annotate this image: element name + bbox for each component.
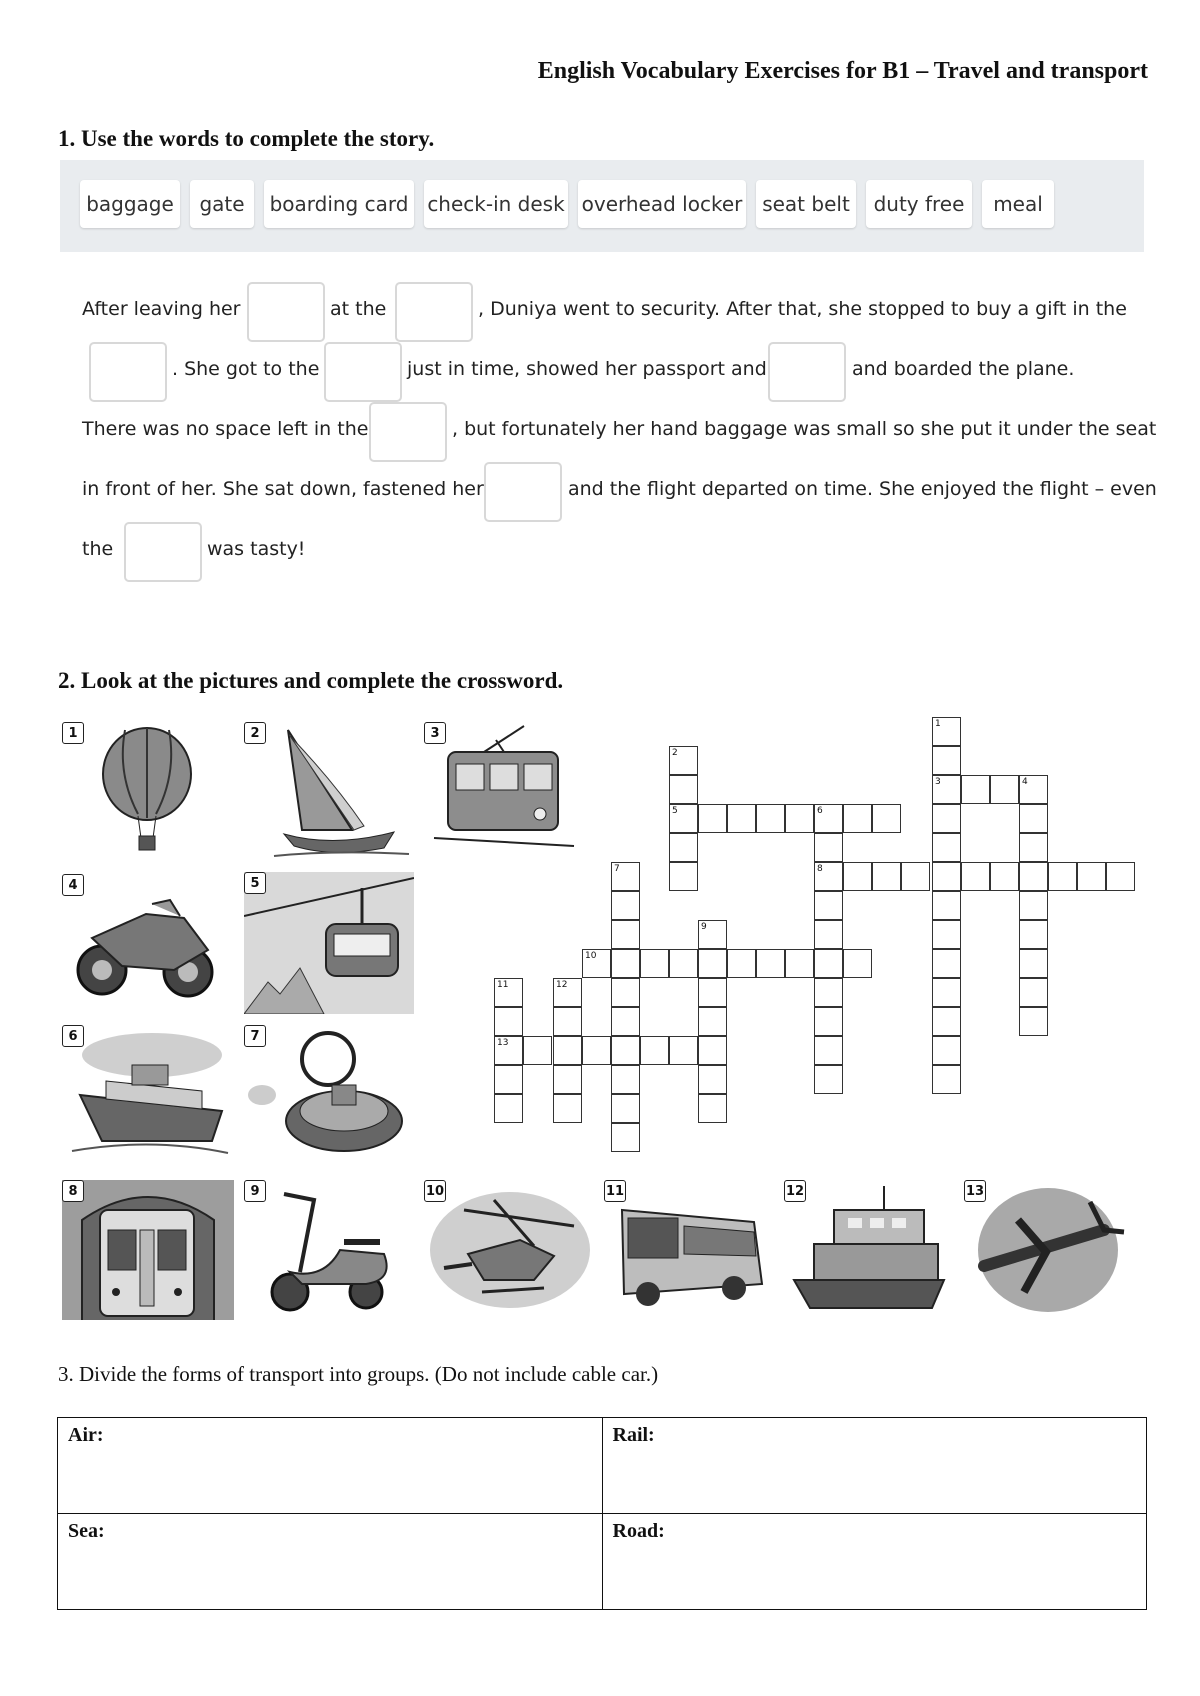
story-text-segment: , Duniya went to security. After that, she stopped to buy a gift in the xyxy=(478,298,1127,320)
clue-number: 13 xyxy=(497,1038,509,1048)
crossword-cell[interactable] xyxy=(582,1036,611,1065)
crossword-cell[interactable] xyxy=(756,804,785,833)
crossword-cell[interactable] xyxy=(727,949,756,978)
crossword-cell[interactable] xyxy=(611,1123,640,1152)
crossword-cell[interactable] xyxy=(553,1036,582,1065)
underground-train-icon xyxy=(62,1180,234,1320)
crossword-cell[interactable] xyxy=(814,920,843,949)
clue-number: 11 xyxy=(497,980,509,990)
crossword-cell[interactable] xyxy=(1019,1007,1048,1036)
crossword-cell[interactable] xyxy=(1019,978,1048,1007)
answer-blank[interactable] xyxy=(395,282,473,342)
group-label: Rail: xyxy=(612,1424,655,1446)
crossword-cell[interactable] xyxy=(698,1036,727,1065)
crossword-cell[interactable] xyxy=(698,1065,727,1094)
picture-11 xyxy=(604,1180,774,1320)
picture-number: 7 xyxy=(244,1025,266,1047)
word-chip[interactable]: meal xyxy=(982,180,1054,228)
picture-6 xyxy=(62,1025,232,1161)
crossword-cell[interactable] xyxy=(932,1065,961,1094)
story-text-segment: and boarded the plane. xyxy=(852,358,1075,380)
clue-number: 4 xyxy=(1022,777,1028,787)
crossword-cell[interactable] xyxy=(611,862,640,891)
picture-4 xyxy=(62,874,222,1014)
picture-3 xyxy=(424,722,584,852)
crossword-cell[interactable] xyxy=(1048,862,1077,891)
crossword-cell[interactable] xyxy=(523,1036,552,1065)
clue-number: 1 xyxy=(935,719,941,729)
answer-blank[interactable] xyxy=(369,402,447,462)
motorbike-icon xyxy=(62,874,222,1014)
section-3-heading: 3. Divide the forms of transport into groups. (Do not include cable car.) xyxy=(58,1362,659,1386)
hot-air-balloon-icon xyxy=(62,722,222,862)
story-text-segment: the xyxy=(82,538,114,560)
crossword-cell[interactable] xyxy=(640,949,669,978)
clue-number: 8 xyxy=(817,864,823,874)
picture-number: 3 xyxy=(424,722,446,744)
crossword-cell[interactable] xyxy=(611,1094,640,1123)
word-chip[interactable]: duty free xyxy=(866,180,972,228)
story-text-segment: at the xyxy=(330,298,387,320)
picture-12 xyxy=(784,1180,954,1320)
crossword-cell[interactable] xyxy=(814,1036,843,1065)
crossword-cell[interactable] xyxy=(843,862,872,891)
crossword-cell[interactable] xyxy=(494,1065,523,1094)
word-chip[interactable]: check-in desk xyxy=(424,180,568,228)
crossword-cell[interactable] xyxy=(494,1007,523,1036)
crossword-cell[interactable] xyxy=(553,1065,582,1094)
picture-number: 13 xyxy=(964,1180,986,1202)
crossword-cell[interactable] xyxy=(669,1036,698,1065)
crossword-cell[interactable] xyxy=(698,1094,727,1123)
crossword-cell[interactable] xyxy=(990,775,1019,804)
crossword-cell[interactable] xyxy=(494,1036,523,1065)
crossword-cell[interactable] xyxy=(932,978,961,1007)
crossword-cell[interactable] xyxy=(494,978,523,1007)
ship-icon xyxy=(62,1025,232,1161)
word-chip[interactable]: baggage xyxy=(80,180,180,228)
picture-number: 9 xyxy=(244,1180,266,1202)
story-text-segment: After leaving her xyxy=(82,298,241,320)
crossword-cell[interactable] xyxy=(494,1094,523,1123)
group-air-cell[interactable] xyxy=(58,1418,603,1514)
clue-number: 9 xyxy=(701,922,707,932)
picture-number: 12 xyxy=(784,1180,806,1202)
crossword-cell[interactable] xyxy=(611,920,640,949)
crossword-cell[interactable] xyxy=(611,978,640,1007)
picture-number: 6 xyxy=(62,1025,84,1047)
group-rail-cell[interactable] xyxy=(602,1418,1147,1514)
crossword-cell[interactable] xyxy=(1077,862,1106,891)
crossword-cell[interactable] xyxy=(932,920,961,949)
crossword-cell[interactable] xyxy=(814,1065,843,1094)
crossword-cell[interactable] xyxy=(1019,833,1048,862)
picture-number: 2 xyxy=(244,722,266,744)
crossword-cell[interactable] xyxy=(932,833,961,862)
crossword-cell[interactable] xyxy=(640,1036,669,1065)
story-text-segment: , but fortunately her hand baggage was small so she put it under the seat xyxy=(452,418,1157,440)
crossword-cell[interactable] xyxy=(1019,920,1048,949)
group-sea-cell[interactable] xyxy=(58,1514,603,1610)
crossword-cell[interactable] xyxy=(611,1007,640,1036)
crossword-cell[interactable] xyxy=(669,949,698,978)
crossword-cell[interactable] xyxy=(814,1007,843,1036)
answer-blank[interactable] xyxy=(89,342,167,402)
crossword-cell[interactable] xyxy=(698,949,727,978)
crossword-cell[interactable] xyxy=(961,862,990,891)
clue-number: 2 xyxy=(672,748,678,758)
crossword-cell[interactable] xyxy=(553,978,582,1007)
clue-number: 6 xyxy=(817,806,823,816)
crossword-cell[interactable] xyxy=(756,949,785,978)
word-chip[interactable]: seat belt xyxy=(756,180,856,228)
transport-groups-table xyxy=(57,1417,1147,1610)
crossword-cell[interactable] xyxy=(932,804,961,833)
crossword-cell[interactable] xyxy=(814,978,843,1007)
tram-icon xyxy=(424,722,584,852)
crossword-cell[interactable] xyxy=(785,949,814,978)
story-text-segment: . She got to the xyxy=(172,358,320,380)
crossword-cell[interactable] xyxy=(698,804,727,833)
picture-number: 8 xyxy=(62,1180,84,1202)
picture-2 xyxy=(244,722,414,864)
clue-number: 7 xyxy=(614,864,620,874)
sailing-boat-icon xyxy=(244,722,414,864)
crossword-cell[interactable] xyxy=(932,717,961,746)
picture-10 xyxy=(424,1180,596,1320)
crossword-cell[interactable] xyxy=(932,891,961,920)
plane-icon xyxy=(964,1180,1134,1320)
section-2-heading: 2. Look at the pictures and complete the crossword. xyxy=(58,668,564,693)
crossword-cell[interactable] xyxy=(611,891,640,920)
picture-5 xyxy=(244,872,414,1014)
crossword-cell[interactable] xyxy=(669,804,698,833)
crossword-cell[interactable] xyxy=(814,949,843,978)
clue-number: 10 xyxy=(585,951,597,961)
answer-blank[interactable] xyxy=(324,342,402,402)
page-title: English Vocabulary Exercises for B1 – Travel and transport xyxy=(537,58,1148,84)
crossword-cell[interactable] xyxy=(1019,949,1048,978)
crossword-cell[interactable] xyxy=(1019,891,1048,920)
answer-blank[interactable] xyxy=(768,342,846,402)
group-label: Air: xyxy=(68,1424,104,1446)
clue-number: 5 xyxy=(672,806,678,816)
story-text-segment: was tasty! xyxy=(207,538,306,560)
crossword-cell[interactable] xyxy=(990,862,1019,891)
answer-blank[interactable] xyxy=(124,522,202,582)
crossword-cell[interactable] xyxy=(843,949,872,978)
crossword-cell[interactable] xyxy=(611,1036,640,1065)
scooter-icon xyxy=(244,1180,404,1320)
crossword-cell[interactable] xyxy=(814,891,843,920)
crossword-cell[interactable] xyxy=(932,775,961,804)
cable-car-icon xyxy=(244,872,414,1014)
crossword-cell[interactable] xyxy=(669,775,698,804)
picture-9 xyxy=(244,1180,404,1320)
crossword-cell[interactable] xyxy=(872,804,901,833)
picture-number: 10 xyxy=(424,1180,446,1202)
story-text-segment: and the flight departed on time. She enjoyed the flight – even xyxy=(568,478,1157,500)
picture-7 xyxy=(244,1025,404,1161)
picture-number: 5 xyxy=(244,872,266,894)
answer-blank[interactable] xyxy=(247,282,325,342)
group-road-cell[interactable] xyxy=(602,1514,1147,1610)
ferry-icon xyxy=(784,1180,954,1320)
crossword-cell[interactable] xyxy=(669,746,698,775)
crossword-cell[interactable] xyxy=(611,1065,640,1094)
crossword-cell[interactable] xyxy=(669,862,698,891)
crossword-cell[interactable] xyxy=(932,1036,961,1065)
crossword-cell[interactable] xyxy=(814,833,843,862)
crossword-cell[interactable] xyxy=(814,862,843,891)
picture-number: 4 xyxy=(62,874,84,896)
hovercraft-icon xyxy=(244,1025,404,1161)
crossword-cell[interactable] xyxy=(553,1094,582,1123)
clue-number: 3 xyxy=(935,777,941,787)
picture-number: 1 xyxy=(62,722,84,744)
picture-1 xyxy=(62,722,222,862)
crossword-cell[interactable] xyxy=(785,804,814,833)
crossword-cell[interactable] xyxy=(553,1007,582,1036)
crossword-cell[interactable] xyxy=(611,949,640,978)
crossword-cell[interactable] xyxy=(727,804,756,833)
word-chip[interactable]: overhead locker xyxy=(578,180,746,228)
group-label: Sea: xyxy=(68,1520,105,1542)
crossword-cell[interactable] xyxy=(1106,862,1135,891)
crossword-cell[interactable] xyxy=(932,1007,961,1036)
story-text-segment: just in time, showed her passport and xyxy=(407,358,767,380)
crossword-cell[interactable] xyxy=(901,862,930,891)
crossword-cell[interactable] xyxy=(932,949,961,978)
picture-8 xyxy=(62,1180,234,1320)
crossword-cell[interactable] xyxy=(872,862,901,891)
picture-number: 11 xyxy=(604,1180,626,1202)
crossword-cell[interactable] xyxy=(698,1007,727,1036)
crossword-cell[interactable] xyxy=(932,862,961,891)
crossword-cell[interactable] xyxy=(961,775,990,804)
crossword-cell[interactable] xyxy=(698,978,727,1007)
word-chip[interactable]: boarding card xyxy=(264,180,414,228)
answer-blank[interactable] xyxy=(484,462,562,522)
crossword-cell[interactable] xyxy=(843,804,872,833)
crossword-cell[interactable] xyxy=(814,804,843,833)
story-text-segment: There was no space left in the xyxy=(82,418,369,440)
helicopter-icon xyxy=(424,1180,596,1320)
crossword-cell[interactable] xyxy=(1019,775,1048,804)
picture-13 xyxy=(964,1180,1134,1320)
bus-icon xyxy=(604,1180,774,1320)
clue-number: 12 xyxy=(556,980,568,990)
crossword-cell[interactable] xyxy=(698,920,727,949)
group-label: Road: xyxy=(612,1520,665,1542)
crossword-cell[interactable] xyxy=(1019,804,1048,833)
section-1-heading: 1. Use the words to complete the story. xyxy=(58,126,435,151)
crossword-cell[interactable] xyxy=(1019,862,1048,891)
crossword-cell[interactable] xyxy=(582,949,611,978)
word-chip[interactable]: gate xyxy=(190,180,254,228)
story-text xyxy=(0,0,1200,600)
crossword-cell[interactable] xyxy=(932,746,961,775)
story-text-segment: in front of her. She sat down, fastened her xyxy=(82,478,484,500)
crossword-cell[interactable] xyxy=(669,833,698,862)
